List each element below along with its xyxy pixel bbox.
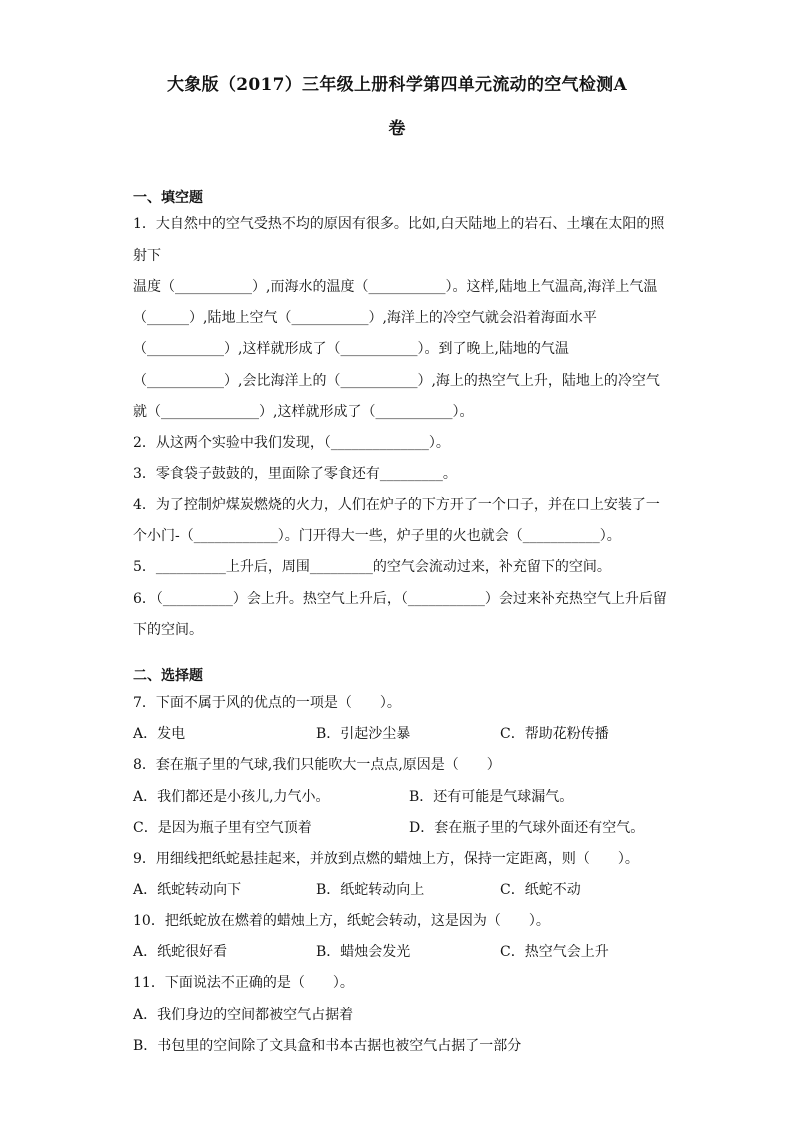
question-7-option-c: C．帮助花粉传播 <box>500 726 609 742</box>
question-1-line: 就（______________）,这样就形成了（___________）。 <box>133 404 474 420</box>
question-10-stem: 10．把纸蛇放在燃着的蜡烛上方，纸蛇会转动，这是因为（ ）。 <box>133 913 550 929</box>
question-8-stem: 8．套在瓶子里的气球,我们只能吹大一点点,原因是（ ） <box>133 757 501 773</box>
question-8-option-b: B．还有可能是气球漏气。 <box>409 789 574 805</box>
question-6-line: 6．（__________）会上升。热空气上升后，（___________）会过来补充热空气上升后留 <box>133 591 667 607</box>
page-title: 大象版（2017）三年级上册科学第四单元流动的空气检测A <box>167 75 627 95</box>
question-11-stem: 11．下面说法不正确的是（ ）。 <box>133 975 354 991</box>
question-7-option-a: A．发电 <box>133 726 186 742</box>
question-1-line: 1．大自然中的空气受热不均的原因有很多。比如,白天陆地上的岩石、土壤在太阳的照 <box>133 216 665 232</box>
question-5: 5．__________上升后，周围_________的空气会流动过来，补充留下的空间。 <box>133 559 611 575</box>
question-11-option-b: B．书包里的空间除了文具盒和书本古据也被空气占据了一部分 <box>133 1038 522 1054</box>
question-10-option-c: C．热空气会上升 <box>500 944 609 960</box>
question-10-option-a: A．纸蛇很好看 <box>133 944 228 960</box>
question-2: 2．从这两个实验中我们发现，（______________）。 <box>133 435 450 451</box>
question-7-stem: 7．下面不属于风的优点的一项是（ ）。 <box>133 695 401 711</box>
question-8-option-c: C．是因为瓶子里有空气顶着 <box>133 820 312 836</box>
question-8-option-d: D．套在瓶子里的气球外面还有空气。 <box>409 820 645 836</box>
page-title-continued: 卷 <box>388 119 406 139</box>
question-6-line: 下的空间。 <box>133 622 203 638</box>
question-4-line: 个小门-（____________）。门开得大一些，炉子里的火也就会（___________）。 <box>133 528 621 544</box>
question-8-option-a: A．我们都还是小孩儿,力气小。 <box>133 789 330 805</box>
question-9-option-b: B．纸蛇转动向上 <box>316 882 425 898</box>
section-heading-fill: 一、填空题 <box>133 190 203 206</box>
question-3: 3．零食袋子鼓鼓的，里面除了零食还有_________。 <box>133 466 457 482</box>
question-1-line: 温度（___________）,而海水的温度（___________）。这样,陆地上气温高,海洋上气温 <box>133 279 658 295</box>
question-9-option-c: C．纸蛇不动 <box>500 882 581 898</box>
question-7-option-b: B．引起沙尘暴 <box>316 726 411 742</box>
question-1-line: （___________）,这样就形成了（___________）。到了晚上,陆地的气温 <box>133 341 569 357</box>
question-1-line: （______）,陆地上空气（___________）,海洋上的冷空气就会沿着海面水平 <box>133 310 597 326</box>
question-4-line: 4．为了控制炉煤炭燃烧的火力，人们在炉子的下方开了一个口子，并在口上安装了一 <box>133 497 660 513</box>
section-heading-choice: 二、选择题 <box>133 668 203 684</box>
question-9-stem: 9．用细线把纸蛇悬挂起来，并放到点燃的蜡烛上方，保持一定距离，则（ ）。 <box>133 851 639 867</box>
question-1-line: 射下 <box>133 248 161 264</box>
question-9-option-a: A．纸蛇转动向下 <box>133 882 242 898</box>
question-10-option-b: B．蜡烛会发光 <box>316 944 411 960</box>
question-11-option-a: A．我们身边的空间都被空气占据着 <box>133 1007 354 1023</box>
question-1-line: （___________）,会比海洋上的（___________）,海上的热空气上升，陆地上的冷空气 <box>133 373 660 389</box>
